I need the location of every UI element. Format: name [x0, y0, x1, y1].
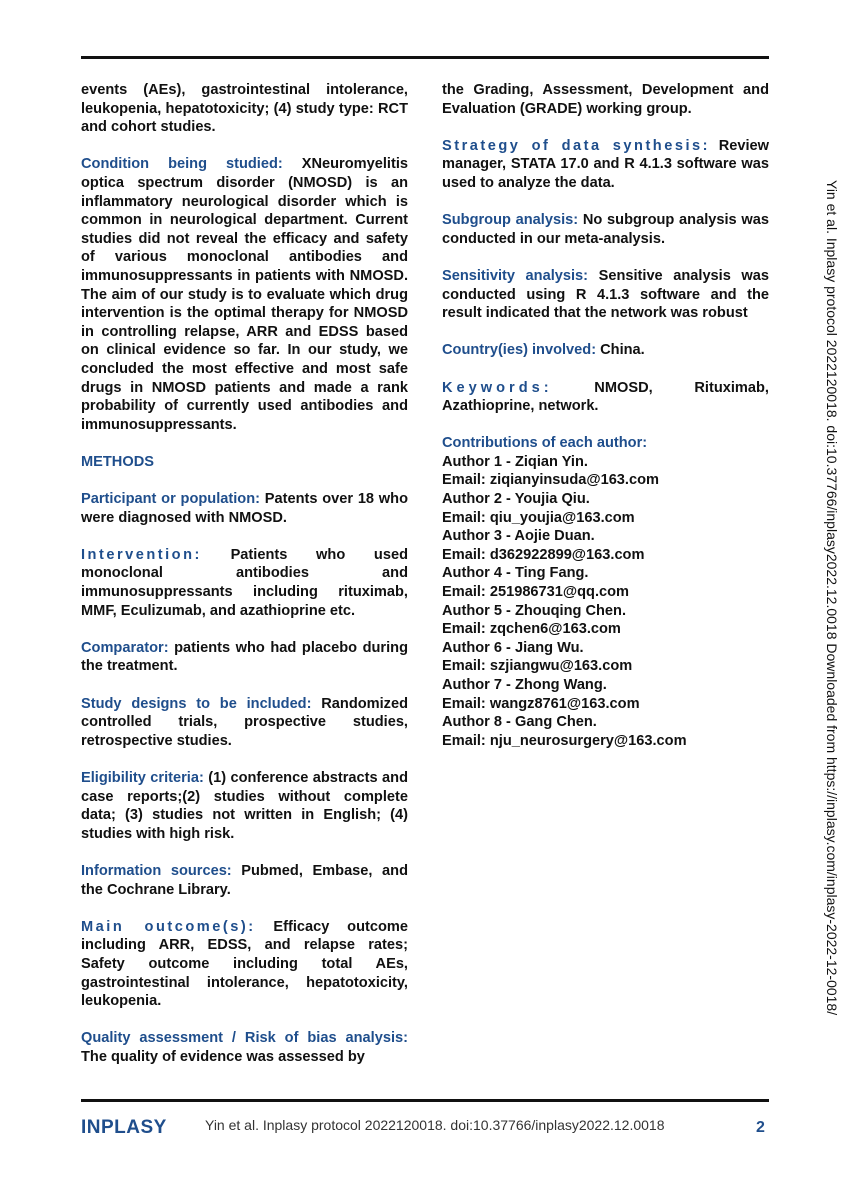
section-label: Subgroup analysis: [442, 212, 579, 229]
section-contributions [442, 434, 769, 750]
section-sensitivity [442, 267, 769, 323]
side-download-note: Yin et al. Inplasy protocol 2022120018. doi:10.37766/inplasy2022.12.0018 Downloaded from https://inplasy.com/inplasy-2022-12-0018/ [824, 180, 840, 1016]
section-study-designs [81, 695, 408, 751]
section-label: Strategy of data synthesis: [442, 137, 710, 154]
methods-heading: METHODS [81, 453, 154, 470]
section-participant [81, 490, 408, 527]
author-line: Author 4 - Ting Fang. [442, 565, 589, 582]
section-label: Quality assessment / Risk of bias analysis: [81, 1030, 408, 1047]
section-label: Main outcome(s): [81, 918, 256, 935]
section-subgroup [442, 211, 769, 248]
section-label: Contributions of each author: [442, 435, 648, 452]
author-email: Email: wangz8761@163.com [442, 695, 640, 712]
section-text: China. [596, 342, 645, 359]
section-main-outcomes [81, 918, 408, 1011]
section-label: Condition being studied: [81, 156, 283, 173]
author-email: Email: zqchen6@163.com [442, 621, 621, 638]
section-eligibility [81, 769, 408, 843]
author-line: Author 3 - Aojie Duan. [442, 528, 595, 545]
footer-citation: Yin et al. Inplasy protocol 2022120018. doi:10.37766/inplasy2022.12.0018 [205, 1117, 665, 1133]
footer-brand: INPLASY [81, 1117, 167, 1138]
section-label: Sensitivity analysis: [442, 267, 589, 284]
author-email: Email: 251986731@qq.com [442, 584, 630, 601]
section-text: Patents over 18 who were diagnosed with NMOSD. [81, 491, 408, 526]
section-text: NMOSD, Rituximab, Azathioprine, network. [442, 379, 769, 415]
continued-text: events (AEs), gastrointestinal intolerance, leukopenia, hepatotoxicity; (4) study type: RCT and cohort studies. [81, 82, 408, 136]
author-line: Author 6 - Jiang Wu. [442, 639, 584, 656]
bottom-rule [81, 1099, 769, 1102]
section-text: No subgroup analysis was conducted in our meta-analysis. [442, 212, 769, 247]
section-label: Country(ies) involved: [442, 342, 597, 359]
section-label: Study designs to be included: [81, 695, 312, 712]
author-email: Email: ziqianyinsuda@163.com [442, 472, 659, 489]
section-text: patients who had placebo during the treatment. [81, 639, 408, 675]
author-line: Author 7 - Zhong Wang. [442, 677, 607, 693]
section-text: Efficacy outcome including ARR, EDSS, and relapse rates; Safety outcome including total AEs, gastrointestinal intolerance, hepatotoxicity, leukopenia. [81, 918, 408, 1010]
section-text: XNeuromyelitis optica spectrum disorder (NMOSD) is an inflammatory neurological disorder which is common in neurological department. Current studies did not reveal the efficacy and safety of various monoclonal antibodies and immunosuppressants in patients with NMOSD. The aim of our study is to evaluate which drug intervention is the optimal therapy for NMOSD in controlling relapse, ARR and EDSS based on clinical evidence so far. In our study, we concluded the most effective and most safe drugs in NMOSD patients and made a rank probability of currently used antibodies and immunosuppressants. [81, 156, 408, 433]
section-label: Information sources: [81, 862, 232, 879]
continued-text: the Grading, Assessment, Development and Evaluation (GRADE) working group. [442, 82, 769, 117]
section-keywords [442, 379, 769, 416]
author-email: Email: nju_neurosurgery@163.com [442, 732, 687, 749]
section-comparator [81, 639, 408, 676]
section-text: Patients who used monoclonal antibodies and immunosuppressants including rituximab, MMF, Eculizumab, and azathioprine etc. [81, 546, 408, 619]
author-line: Author 8 - Gang Chen. [442, 714, 597, 731]
author-email: Email: d362922899@163.com [442, 546, 645, 563]
section-text: Sensitive analysis was conducted using R 4.1.3 software and the result indicated that the network was robust [442, 267, 769, 322]
top-rule [81, 56, 769, 59]
section-text: The quality of evidence was assessed by [81, 1048, 365, 1065]
section-label: Participant or population: [81, 491, 260, 508]
right-column [442, 81, 769, 769]
author-line: Author 2 - Youjia Qiu. [442, 491, 590, 508]
section-country [442, 341, 769, 360]
author-email: Email: szjiangwu@163.com [442, 658, 633, 675]
section-quality-assessment [81, 1029, 408, 1066]
section-information-sources [81, 862, 408, 899]
section-intervention [81, 546, 408, 620]
section-text: Review manager, STATA 17.0 and R 4.1.3 software was used to analyze the data. [442, 137, 769, 191]
section-label: Intervention: [81, 546, 202, 563]
section-label: Comparator: [81, 639, 169, 656]
author-line: Author 5 - Zhouqing Chen. [442, 602, 627, 619]
section-label: Eligibility criteria: [81, 769, 204, 786]
section-text: Pubmed, Embase, and the Cochrane Library. [81, 862, 408, 898]
section-text: Randomized controlled trials, prospective studies, retrospective studies. [81, 695, 409, 749]
section-strategy [442, 137, 769, 193]
section-condition [81, 155, 408, 434]
section-text: (1) conference abstracts and case reports;(2) studies without complete data; (3) studies not written in English; (4) studies with high risk. [81, 769, 408, 842]
section-label: Keywords: [442, 379, 553, 396]
author-email: Email: qiu_youjia@163.com [442, 509, 635, 526]
author-line: Author 1 - Ziqian Yin. [442, 453, 588, 470]
page-number: 2 [756, 1119, 765, 1136]
left-column [81, 81, 408, 1085]
